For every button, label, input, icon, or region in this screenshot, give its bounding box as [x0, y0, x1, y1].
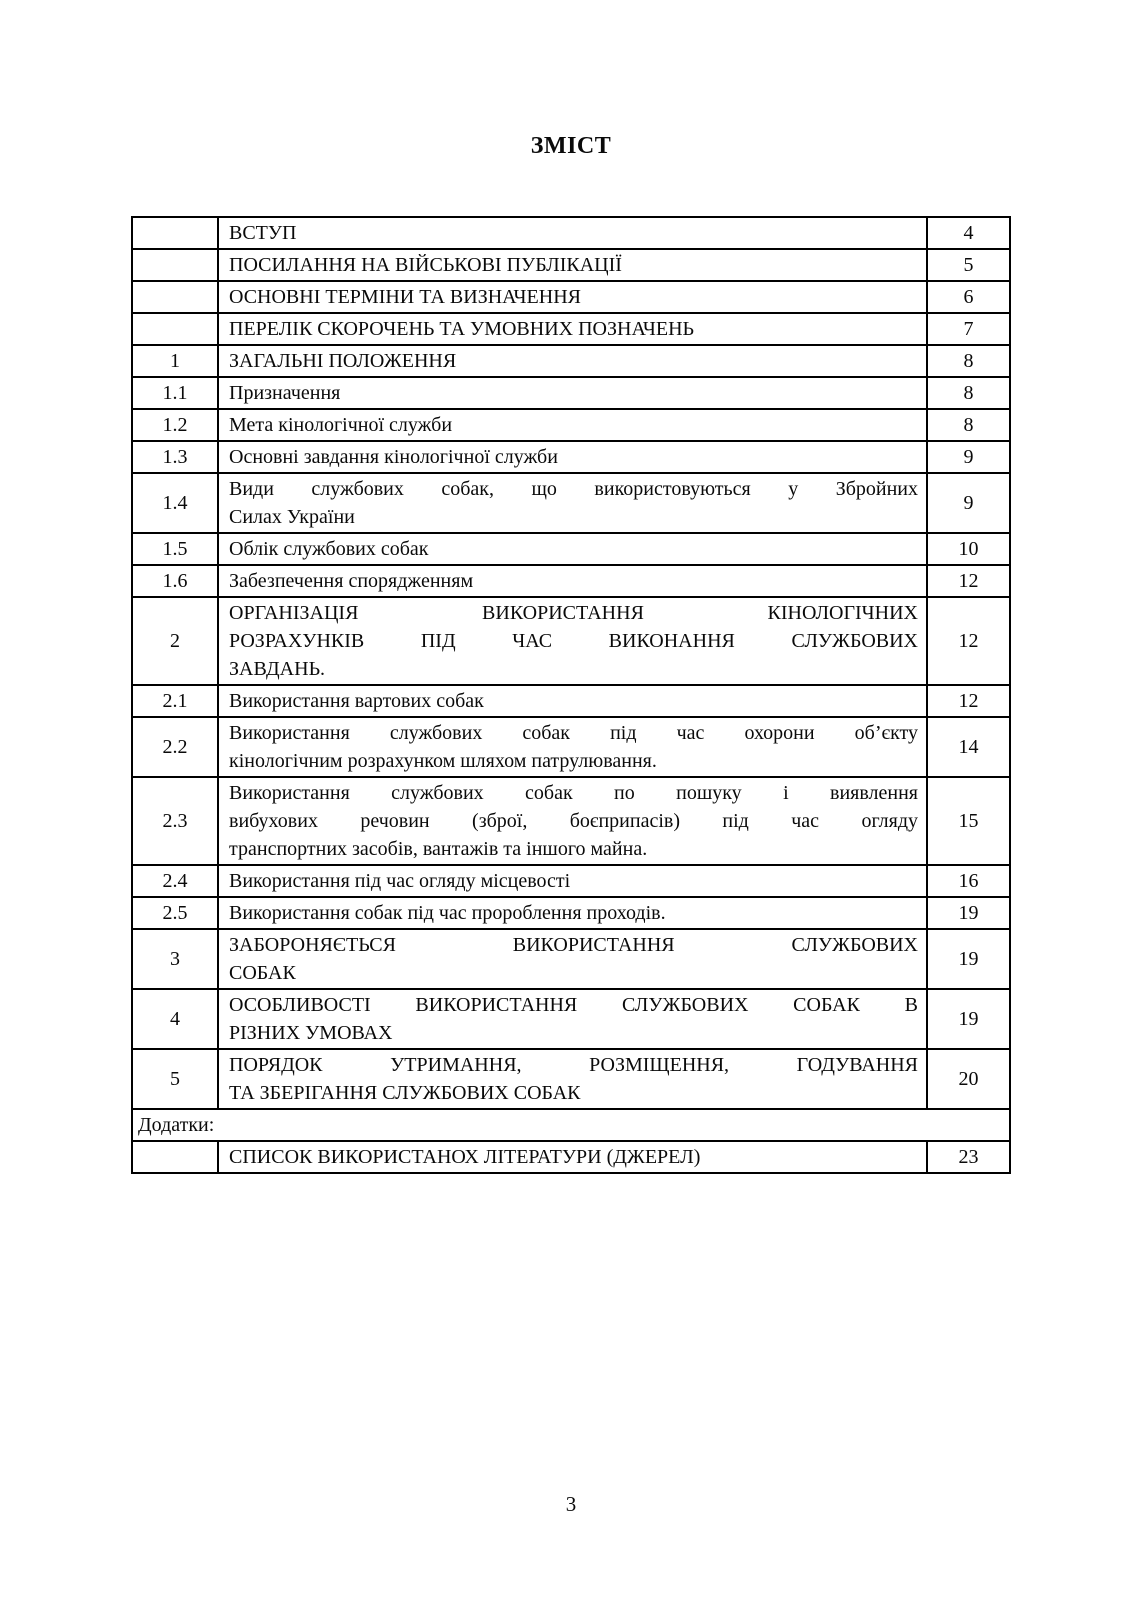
toc-item-number [132, 313, 218, 345]
toc-item-title [218, 929, 927, 989]
toc-item-title-line: РІЗНИХ УМОВАХ [229, 1022, 393, 1044]
toc-table [131, 216, 1011, 1174]
toc-row [132, 597, 1010, 685]
toc-item-title [218, 989, 927, 1049]
toc-item-title-line: кінологічним розрахунком шляхом патрулювання. [229, 750, 657, 772]
toc-row [132, 1109, 1010, 1141]
toc-row [132, 409, 1010, 441]
toc-item-title-line: ВСТУП [229, 222, 297, 244]
page-title: ЗМІСТ [530, 133, 612, 159]
toc-item-title [218, 685, 927, 717]
toc-row [132, 717, 1010, 777]
toc-item-number: 1.4 [132, 473, 218, 533]
toc-item-title-line: ЗАГАЛЬНІ ПОЛОЖЕННЯ [229, 350, 457, 372]
toc-item-title [218, 597, 927, 685]
toc-item-title [218, 865, 927, 897]
toc-item-page: 19 [927, 989, 1010, 1049]
toc-item-number [132, 249, 218, 281]
toc-item-title-line: Облік службових собак [229, 538, 429, 560]
toc-item-title [218, 377, 927, 409]
toc-row [132, 281, 1010, 313]
toc-row [132, 345, 1010, 377]
toc-item-title [218, 717, 927, 777]
toc-item-page: 4 [927, 217, 1010, 249]
toc-item-page: 8 [927, 345, 1010, 377]
toc-item-title [218, 473, 927, 533]
toc-item-title [218, 565, 927, 597]
toc-item-title [218, 1141, 927, 1173]
toc-item-number: 5 [132, 1049, 218, 1109]
toc-item-title-line: ПОРЯДОК УТРИМАННЯ, РОЗМІЩЕННЯ, ГОДУВАННЯ [229, 1054, 918, 1076]
toc-item-title-line: Забезпечення спорядженням [229, 570, 474, 592]
toc-item-page: 12 [927, 685, 1010, 717]
toc-item-number: 1.6 [132, 565, 218, 597]
toc-row [132, 313, 1010, 345]
toc-item-number [132, 281, 218, 313]
toc-item-title [218, 441, 927, 473]
toc-item-number [132, 1141, 218, 1173]
toc-item-page: 9 [927, 473, 1010, 533]
toc-item-title-line: ТА ЗБЕРІГАННЯ СЛУЖБОВИХ СОБАК [229, 1082, 581, 1104]
toc-row [132, 929, 1010, 989]
toc-row [132, 441, 1010, 473]
toc-item-title [218, 313, 927, 345]
toc-item-title-line: Використання службових собак під час охорони об’єкту [229, 722, 918, 744]
toc-item-number: 1.5 [132, 533, 218, 565]
toc-item-number: 1.3 [132, 441, 218, 473]
page-number: 3 [565, 1492, 577, 1516]
toc-item-page: 16 [927, 865, 1010, 897]
toc-item-page: 15 [927, 777, 1010, 865]
toc-row [132, 865, 1010, 897]
toc-item-page: 6 [927, 281, 1010, 313]
toc-item-title-line: ОСНОВНІ ТЕРМІНИ ТА ВИЗНАЧЕННЯ [229, 286, 582, 308]
toc-row [132, 685, 1010, 717]
toc-item-title-line: ЗАВДАНЬ. [229, 658, 326, 680]
toc-item-number: 2.5 [132, 897, 218, 929]
toc-item-title [218, 533, 927, 565]
toc-item-page: 9 [927, 441, 1010, 473]
toc-item-number: 2.4 [132, 865, 218, 897]
toc-row [132, 989, 1010, 1049]
toc-item-page: 8 [927, 377, 1010, 409]
toc-item-number [132, 217, 218, 249]
toc-row [132, 1141, 1010, 1173]
toc-item-title-line: Призначення [229, 382, 341, 404]
toc-row [132, 565, 1010, 597]
toc-item-title [218, 1049, 927, 1109]
toc-item-title-line: ЗАБОРОНЯЄТЬСЯ ВИКОРИСТАННЯ СЛУЖБОВИХ [229, 934, 918, 956]
toc-item-page: 14 [927, 717, 1010, 777]
toc-item-number: 1.2 [132, 409, 218, 441]
toc-item-page: 19 [927, 929, 1010, 989]
toc-row [132, 533, 1010, 565]
toc-row [132, 473, 1010, 533]
toc-section-label: Додатки: [132, 1109, 1010, 1141]
toc-item-title-line: Використання під час огляду місцевості [229, 870, 571, 892]
toc-item-page: 7 [927, 313, 1010, 345]
toc-item-title-line: Види службових собак, що використовуються у Збройних [229, 478, 918, 500]
toc-item-title [218, 409, 927, 441]
toc-item-title-line: Основні завдання кінологічної служби [229, 446, 558, 468]
toc-item-number: 2 [132, 597, 218, 685]
toc-item-title-line: транспортних засобів, вантажів та іншого майна. [229, 838, 648, 860]
toc-item-title [218, 897, 927, 929]
toc-row [132, 217, 1010, 249]
toc-item-page: 20 [927, 1049, 1010, 1109]
toc-item-title [218, 777, 927, 865]
toc-row [132, 249, 1010, 281]
toc-item-title-line: Використання службових собак по пошуку і виявлення [229, 782, 918, 804]
toc-item-page: 8 [927, 409, 1010, 441]
toc-row [132, 777, 1010, 865]
toc-item-title-line: ОРГАНІЗАЦІЯ ВИКОРИСТАННЯ КІНОЛОГІЧНИХ [229, 602, 918, 624]
toc-item-page: 19 [927, 897, 1010, 929]
toc-item-number: 3 [132, 929, 218, 989]
toc-item-title-line: ПОСИЛАННЯ НА ВІЙСЬКОВІ ПУБЛІКАЦІЇ [229, 254, 622, 276]
toc-row [132, 1049, 1010, 1109]
toc-item-title-line: Використання вартових собак [229, 690, 484, 712]
toc-item-page: 5 [927, 249, 1010, 281]
toc-body [132, 217, 1010, 1173]
toc-item-title-line: вибухових речовин (зброї, боєприпасів) під час огляду [229, 810, 918, 832]
toc-row [132, 377, 1010, 409]
toc-item-title-line: СОБАК [229, 962, 296, 984]
toc-item-title [218, 249, 927, 281]
toc-item-page: 12 [927, 565, 1010, 597]
toc-item-title-line: Силах України [229, 506, 355, 528]
toc-item-number: 2.3 [132, 777, 218, 865]
toc-row [132, 897, 1010, 929]
toc-item-number: 2.1 [132, 685, 218, 717]
toc-item-title-line: РОЗРАХУНКІВ ПІД ЧАС ВИКОНАННЯ СЛУЖБОВИХ [229, 630, 918, 652]
toc-item-number: 2.2 [132, 717, 218, 777]
toc-item-title-line: ОСОБЛИВОСТІ ВИКОРИСТАННЯ СЛУЖБОВИХ СОБАК В [229, 994, 918, 1016]
toc-item-title-line: Використання собак під час пророблення проходів. [229, 902, 666, 924]
toc-item-page: 23 [927, 1141, 1010, 1173]
toc-item-title-line: ПЕРЕЛІК СКОРОЧЕНЬ ТА УМОВНИХ ПОЗНАЧЕНЬ [229, 318, 694, 340]
toc-item-title [218, 281, 927, 313]
toc-item-title [218, 345, 927, 377]
toc-item-title [218, 217, 927, 249]
toc-item-number: 4 [132, 989, 218, 1049]
toc-item-number: 1.1 [132, 377, 218, 409]
toc-item-page: 10 [927, 533, 1010, 565]
toc-item-page: 12 [927, 597, 1010, 685]
toc-item-title-line: СПИСОК ВИКОРИСТАНОХ ЛІТЕРАТУРИ (ДЖЕРЕЛ) [229, 1146, 701, 1168]
toc-item-number: 1 [132, 345, 218, 377]
toc-item-title-line: Мета кінологічної служби [229, 414, 453, 436]
